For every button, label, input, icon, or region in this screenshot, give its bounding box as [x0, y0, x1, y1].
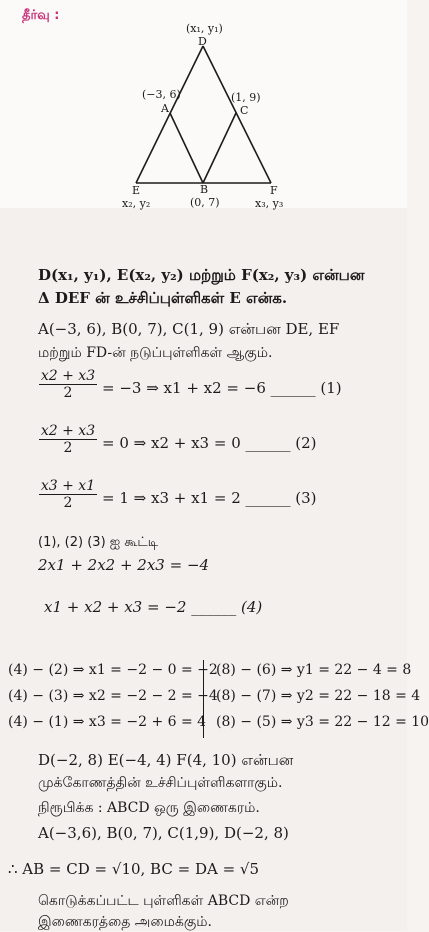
- right-col-row-1: (8) − (6) ⇒ y1 = 22 − 4 = 8: [216, 662, 412, 678]
- vertices-line-2: முக்கோணத்தின் உச்சிப்புள்ளிகளாகும்.: [38, 775, 283, 791]
- eq3-rest: = 1 ⇒ x3 + x1 = 2 ______ (3): [102, 489, 317, 507]
- eq1-rest: = −3 ⇒ x1 + x2 = −6 ______ (1): [102, 379, 342, 397]
- label-D-coords: (x₁, y₁): [186, 22, 223, 35]
- eq1-fraction: [38, 368, 98, 401]
- left-col-row-3: (4) − (1) ⇒ x3 = −2 + 6 = 4: [8, 714, 207, 730]
- eq2-numerator: x2 + x3: [40, 423, 96, 439]
- eq2-denominator: 2: [63, 440, 73, 456]
- conclusion-line-2: இணைகரத்தை அமைக்கும்.: [38, 914, 212, 930]
- eq4-line: x1 + x2 + x3 = −2 ______ (4): [44, 598, 263, 616]
- edge-AB: [170, 113, 203, 183]
- eq3-denominator: 2: [63, 495, 73, 511]
- conclusion-line-1: கொடுக்கப்பட்ட புள்ளிகள் ABCD என்ற: [38, 893, 289, 909]
- points-line: A(−3,6), B(0, 7), C(1,9), D(−2, 8): [38, 824, 289, 842]
- eq1-numerator: x2 + x3: [40, 368, 96, 384]
- therefore-line: ∴ AB = CD = √10, BC = DA = √5: [8, 860, 260, 878]
- left-col-row-1: (4) − (2) ⇒ x1 = −2 − 0 = −2: [8, 662, 218, 678]
- edge-BC: [203, 113, 236, 183]
- label-B: B: [200, 183, 209, 196]
- label-E: E: [132, 184, 141, 197]
- label-A-coords: (−3, 6): [142, 88, 181, 101]
- sum-line: 2x1 + 2x2 + 2x3 = −4: [38, 556, 210, 574]
- label-D: D: [198, 35, 207, 48]
- eq3-fraction: [38, 478, 98, 511]
- label-F: F: [270, 184, 278, 197]
- prove-line: நிரூபிக்க : ABCD ஒரு இணைகரம்.: [38, 800, 260, 816]
- label-F-coords: x₃, y₃: [255, 197, 284, 210]
- solution-heading: தீர்வு :: [22, 8, 60, 23]
- eq1-denominator: 2: [63, 385, 73, 401]
- adding-line: (1), (2) (3) ஐ கூட்டி: [38, 535, 159, 550]
- right-col-row-2: (8) − (7) ⇒ y2 = 22 − 18 = 4: [216, 688, 421, 704]
- intro-line-1: D(x₁, y₁), E(x₂, y₂) மற்றும் F(x₂, y₃) என்பன: [38, 266, 365, 284]
- label-B-coords: (0, 7): [190, 196, 220, 209]
- left-col-row-2: (4) − (3) ⇒ x2 = −2 − 2 = −4: [8, 688, 218, 704]
- eq2-rest: = 0 ⇒ x2 + x3 = 0 ______ (2): [102, 434, 317, 452]
- label-C-coords: (1, 9): [231, 91, 261, 104]
- midpoints-line-1: A(−3, 6), B(0, 7), C(1, 9) என்பன DE, EF: [38, 320, 340, 338]
- label-A: A: [161, 102, 169, 115]
- right-col-row-3: (8) − (5) ⇒ y3 = 22 − 12 = 10: [216, 714, 429, 730]
- label-E-coords: x₂, y₂: [122, 197, 151, 210]
- label-C: C: [240, 104, 249, 117]
- intro-line-2: Δ DEF ன் உச்சிப்புள்ளிகள் E என்க.: [38, 289, 288, 307]
- midpoints-line-2: மற்றும் FD-ன் நடுப்புள்ளிகள் ஆகும்.: [38, 345, 273, 361]
- vertices-line-1: D(−2, 8) E(−4, 4) F(4, 10) என்பன: [38, 751, 294, 769]
- eq3-numerator: x3 + x1: [40, 478, 96, 494]
- eq2-fraction: [38, 423, 98, 456]
